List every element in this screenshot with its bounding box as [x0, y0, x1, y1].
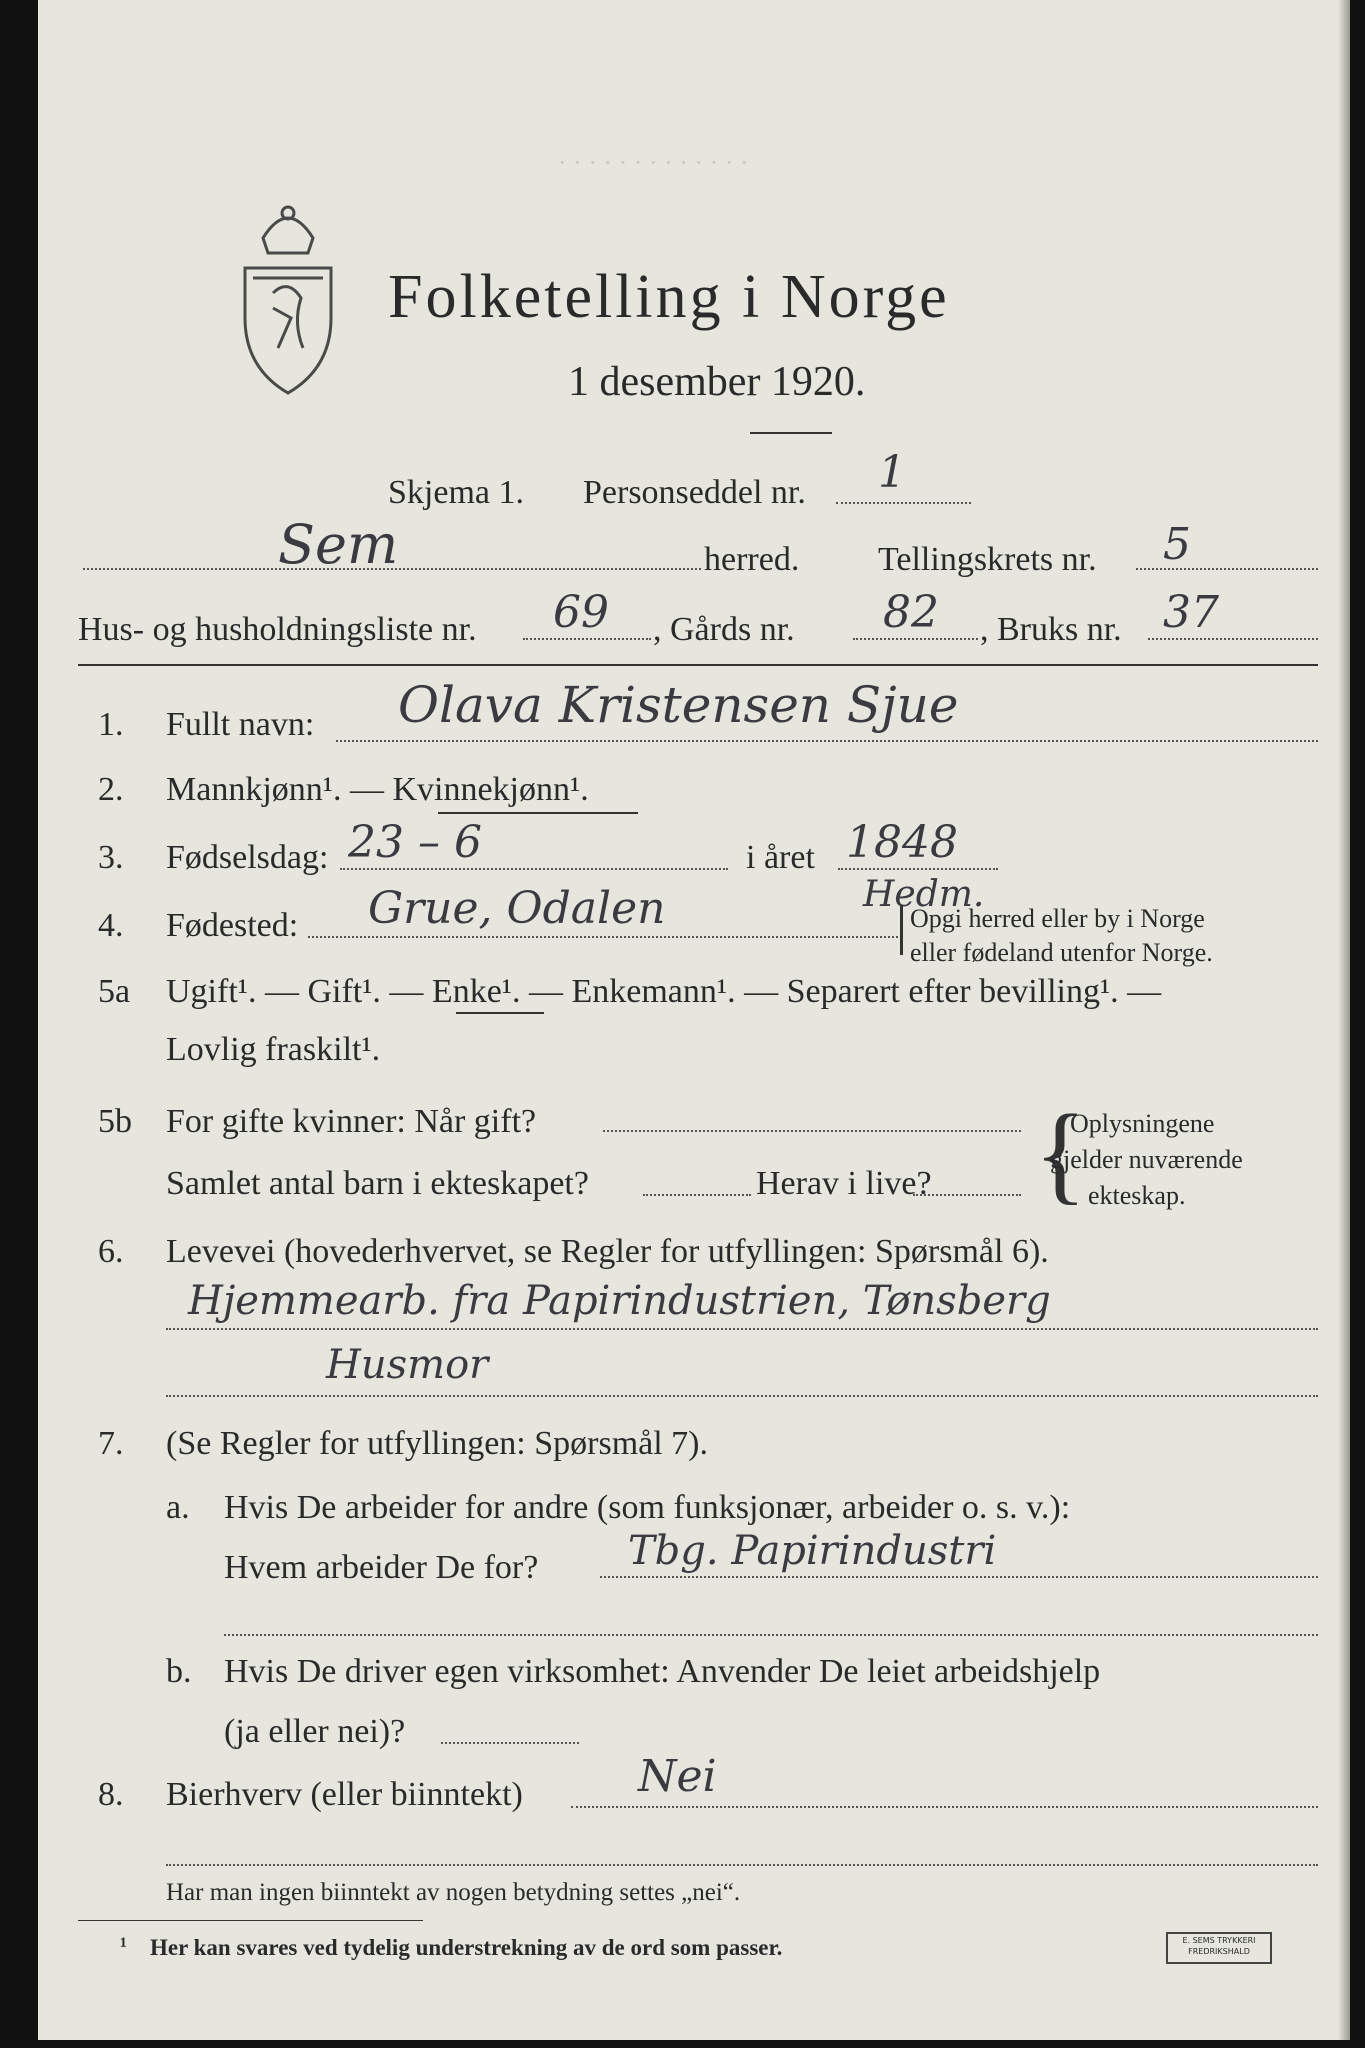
q7-label: (Se Regler for utfyllingen: Spørsmål 7).: [166, 1425, 709, 1462]
q6-field-line-1: [166, 1328, 1318, 1330]
q7b-label-2: (ja eller nei)?: [224, 1713, 406, 1750]
personseddel-value: 1: [878, 447, 906, 498]
q7a-field-line-1: [600, 1576, 1318, 1578]
title-divider: [750, 432, 832, 434]
q3-year-label: i året: [746, 839, 815, 876]
bruks-field-line: [1148, 638, 1318, 640]
q5b-number: 5b: [98, 1103, 132, 1140]
q2-number: 2.: [98, 771, 124, 808]
q5b-label: For gifte kvinner: Når gift?: [166, 1103, 537, 1140]
q7a-letter: a.: [166, 1489, 190, 1526]
q4-value: Grue, Odalen: [368, 883, 666, 934]
q1-number: 1.: [98, 706, 124, 743]
bruks-label: , Bruks nr.: [980, 611, 1122, 648]
q6-value: Hjemmearb. fra Papirindustrien, Tønsberg: [188, 1278, 1051, 1324]
q4-label: Fødested:: [166, 907, 299, 944]
q7a-label-2: Hvem arbeider De for?: [224, 1549, 539, 1586]
hus-field-line: [523, 638, 651, 640]
q4-note-bracket: [900, 905, 903, 955]
q3-value: 23 – 6: [348, 817, 482, 868]
herred-label: herred.: [704, 541, 800, 578]
q8-field-line-1: [571, 1806, 1318, 1808]
q5b-note-line-2: gjelder nuværende: [1050, 1145, 1243, 1174]
footnote-text: Her kan svares ved tydelig understrekning av de ord som passer.: [150, 1935, 783, 1960]
q3-label: Fødselsdag:: [166, 839, 329, 876]
q6-number: 6.: [98, 1233, 124, 1270]
tellingskrets-label: Tellingskrets nr.: [878, 541, 1097, 578]
q2-underline-mark: [438, 812, 638, 814]
q3-number: 3.: [98, 839, 124, 876]
bruks-value: 37: [1163, 587, 1219, 638]
q5a-number: 5a: [98, 973, 131, 1010]
q5b-label-2: Samlet antal barn i ekteskapet?: [166, 1165, 589, 1202]
hus-label: Hus- og husholdningsliste nr.: [78, 611, 477, 648]
q5b-field-line-2: [643, 1194, 751, 1196]
printer-name: E. SEMS TRYKKERI: [1182, 1936, 1256, 1945]
q8-number: 8.: [98, 1776, 124, 1813]
q4-field-line: [308, 936, 898, 938]
printer-stamp: [1166, 1932, 1272, 1964]
q3-field-line: [340, 868, 728, 870]
q7a-value: Tbg. Papirindustri: [628, 1528, 997, 1574]
q1-field-line: [336, 740, 1318, 742]
q5a-underline-mark: [456, 1012, 544, 1014]
q7a-field-line-2: [224, 1634, 1318, 1636]
section-divider: [78, 664, 1318, 666]
q7-number: 7.: [98, 1425, 124, 1462]
coat-of-arms-icon: [233, 198, 343, 398]
q6-label: Levevei (hovederhvervet, se Regler for utfyllingen: Spørsmål 6).: [166, 1233, 1049, 1270]
q2-label: Mannkjønn¹. — Kvinnekjønn¹.: [166, 771, 589, 808]
q5a-label: Ugift¹. — Gift¹. — Enke¹. — Enkemann¹. — Separert efter bevilling¹. —: [166, 973, 1162, 1010]
q4-value-2: Hedm.: [863, 874, 985, 915]
gards-label: , Gårds nr.: [653, 611, 795, 648]
personseddel-label: Personseddel nr.: [583, 474, 806, 511]
hus-value: 69: [553, 587, 609, 638]
form-date: 1 desember 1920.: [568, 359, 866, 405]
q4-note-line-1: Opgi herred eller by i Norge: [910, 904, 1205, 933]
q4-number: 4.: [98, 907, 124, 944]
tellingskrets-value: 5: [1163, 519, 1191, 570]
q7a-label: Hvis De arbeider for andre (som funksjonær, arbeider o. s. v.):: [224, 1489, 1071, 1526]
q8-field-line-2: [166, 1864, 1318, 1866]
q5b-field-line-1: [603, 1130, 1021, 1132]
herred-value: Sem: [278, 513, 399, 576]
q8-value: Nei: [638, 1751, 717, 1802]
show-through-text: · · · · · · · · · · · · ·: [558, 148, 749, 177]
q7b-letter: b.: [166, 1653, 192, 1690]
footnote-divider: [78, 1920, 423, 1921]
q8-label: Bierhverv (eller biinntekt): [166, 1776, 523, 1813]
q5a-label-2: Lovlig fraskilt¹.: [166, 1031, 381, 1068]
gards-field-line: [853, 638, 978, 640]
q1-label: Fullt navn:: [166, 706, 315, 743]
census-form: [38, 0, 1350, 2040]
form-title: Folketelling i Norge: [388, 263, 950, 331]
q6-field-line-2: [166, 1395, 1318, 1397]
page-edge-shadow: [1338, 0, 1350, 2040]
footer-note: Har man ingen biinntekt av nogen betydning settes „nei“.: [166, 1879, 741, 1906]
personseddel-field-line: [836, 502, 971, 504]
printer-city: FREDRIKSHALD: [1188, 1947, 1250, 1956]
q7b-label: Hvis De driver egen virksomhet: Anvender De leiet arbeidshjelp: [224, 1653, 1101, 1690]
q6-value-2: Husmor: [326, 1342, 489, 1388]
skjema-label: Skjema 1.: [388, 474, 524, 511]
q5b-label-3: Herav i live?: [756, 1165, 932, 1202]
q4-note-line-2: eller fødeland utenfor Norge.: [910, 938, 1213, 967]
q5b-note-line-1: Oplysningene: [1070, 1109, 1215, 1138]
footnote-mark: ¹: [120, 1933, 127, 1958]
q1-value: Olava Kristensen Sjue: [398, 676, 959, 734]
q3-year-value: 1848: [846, 817, 958, 868]
gards-value: 82: [883, 587, 939, 638]
q5b-field-line-3: [913, 1194, 1021, 1196]
q7b-field-line: [441, 1742, 579, 1744]
q5b-note-line-3: ekteskap.: [1088, 1181, 1186, 1210]
herred-field-line: [83, 568, 701, 570]
q5b-brace: {: [1034, 1092, 1087, 1214]
